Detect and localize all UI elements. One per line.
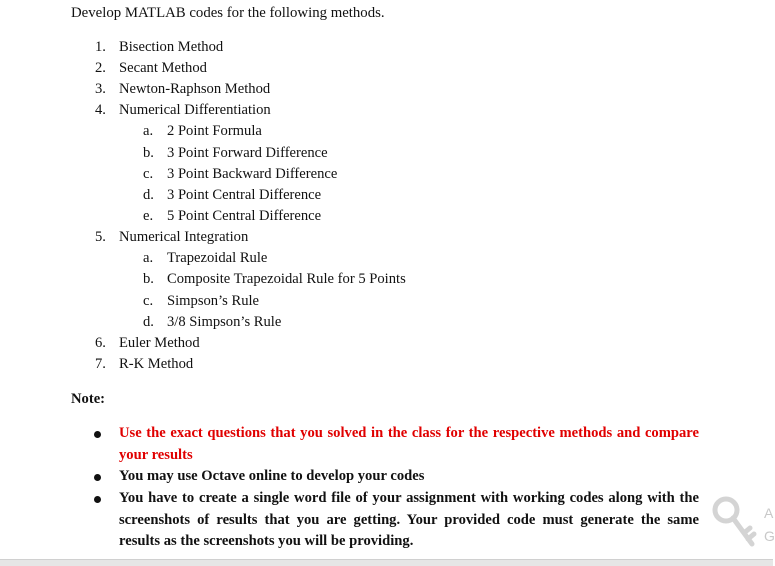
- list-label: Numerical Differentiation: [119, 102, 271, 118]
- list-number: 4.: [95, 102, 106, 118]
- bullet-dot: [94, 431, 101, 438]
- list-number: 3.: [95, 81, 106, 97]
- list-number: 2.: [95, 60, 106, 76]
- sub-label: 3/8 Simpson’s Rule: [167, 314, 282, 330]
- sub-letter: d.: [143, 314, 154, 330]
- note-bullet-1: Use the exact questions that you solved in the class for the respective methods and compare your results: [119, 425, 699, 463]
- watermark-letter: A: [764, 505, 774, 521]
- list-label: Euler Method: [119, 335, 200, 351]
- sub-letter: d.: [143, 187, 154, 203]
- list-number: 7.: [95, 356, 106, 372]
- sub-label: Trapezoidal Rule: [167, 250, 268, 266]
- sub-label: 2 Point Formula: [167, 123, 262, 139]
- note-bullet-3: You have to create a single word file of your assignment with working codes along with the screenshots of results that you are getting. Your provided code must generate the same results as the screenshots you will be providing.: [119, 490, 699, 549]
- list-number: 5.: [95, 229, 106, 245]
- sub-letter: a.: [143, 123, 154, 139]
- sub-letter: c.: [143, 293, 154, 309]
- sub-label: 5 Point Central Difference: [167, 208, 322, 224]
- sub-letter: b.: [143, 145, 154, 161]
- sub-letter: b.: [143, 271, 154, 287]
- list-label: Secant Method: [119, 60, 207, 76]
- sub-label: 3 Point Central Difference: [167, 187, 322, 203]
- sub-label: 3 Point Backward Difference: [167, 166, 338, 182]
- bullet-dot: [94, 496, 101, 503]
- note-heading: Note:: [71, 391, 106, 407]
- note-bullet-2: You may use Octave online to develop your codes: [119, 468, 425, 484]
- list-label: Newton-Raphson Method: [119, 81, 271, 97]
- sub-label: 3 Point Forward Difference: [167, 145, 328, 161]
- sub-label: Simpson’s Rule: [167, 293, 260, 309]
- bullet-dot: [94, 474, 101, 481]
- intro-text: Develop MATLAB codes for the following methods.: [71, 5, 385, 21]
- list-label: Numerical Integration: [119, 229, 249, 245]
- key-icon: [708, 494, 768, 550]
- list-label: R-K Method: [119, 356, 194, 372]
- sub-letter: a.: [143, 250, 154, 266]
- sub-letter: c.: [143, 166, 154, 182]
- sub-label: Composite Trapezoidal Rule for 5 Points: [167, 271, 406, 287]
- watermark-letter: G: [764, 528, 775, 544]
- sub-letter: e.: [143, 208, 154, 224]
- list-label: Bisection Method: [119, 39, 224, 55]
- page-bottom-edge: [0, 559, 773, 566]
- list-number: 6.: [95, 335, 106, 351]
- list-number: 1.: [95, 39, 106, 55]
